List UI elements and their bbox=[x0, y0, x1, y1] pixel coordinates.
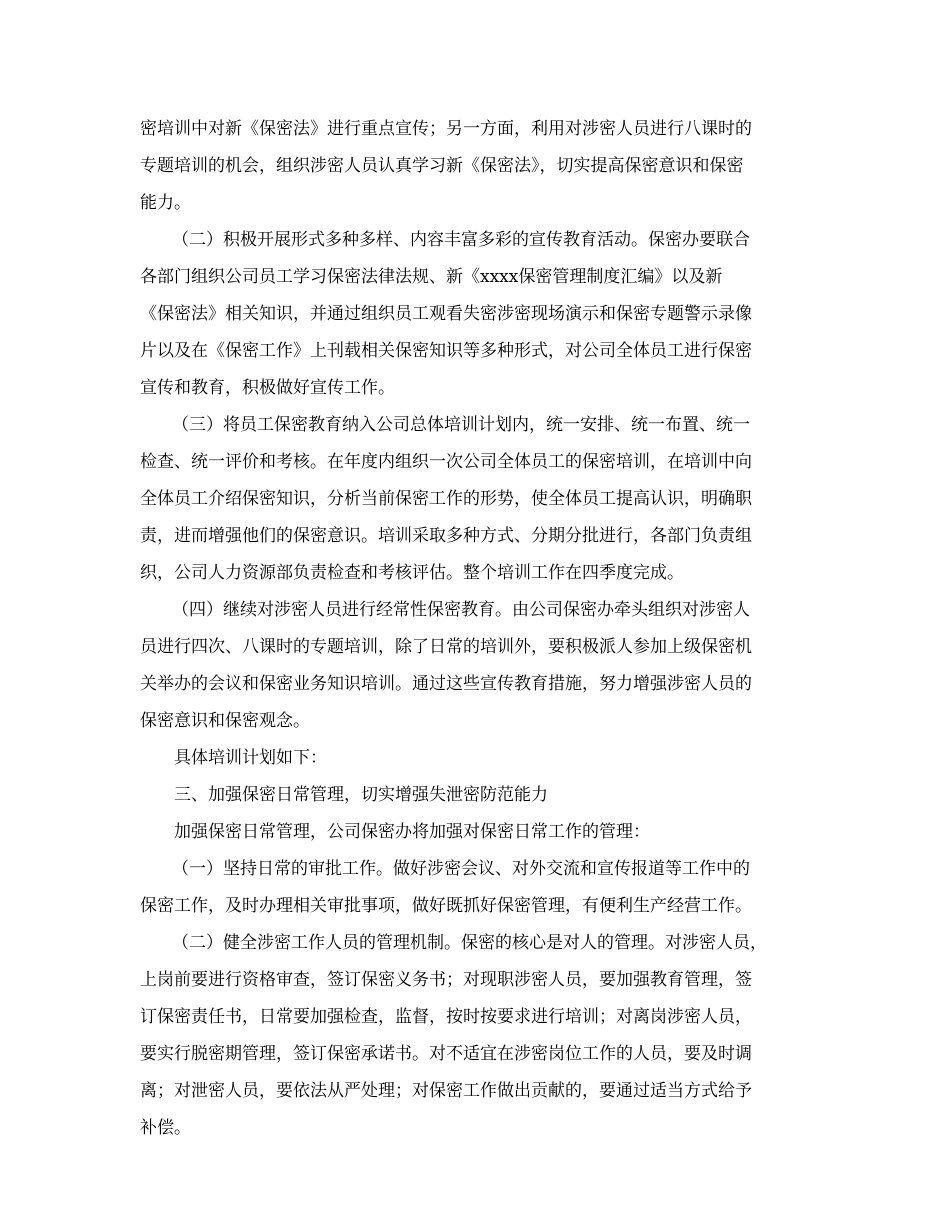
line-text: （二）积极开展形式多种多样、内容丰富多彩的宣传教育活动。保密办要联合 bbox=[172, 230, 750, 250]
line-text: 密培训中对新《保密法》进行重点宣传；另一方面，利用对涉密人员进行八课时的 bbox=[140, 119, 752, 139]
text-line bbox=[0, 333, 950, 369]
line-text: 各部门组织公司员工学习保密法律法规、新《xxxx保密管理制度汇编》以及新 bbox=[140, 267, 723, 287]
line-text: 全体员工介绍保密知识，分析当前保密工作的形势，使全体员工提高认识，明确职 bbox=[140, 489, 752, 509]
text-line bbox=[0, 185, 950, 221]
line-text: 具体培训计划如下： bbox=[174, 748, 327, 768]
text-line bbox=[0, 259, 950, 295]
line-text: 关举办的会议和保密业务知识培训。通过这些宣传教育措施，努力增强涉密人员的 bbox=[140, 674, 752, 694]
text-line bbox=[0, 555, 950, 591]
line-text: 订保密责任书，日常要加强检查，监督，按时按要求进行培训；对离岗涉密人员， bbox=[140, 1007, 752, 1027]
text-line bbox=[0, 1110, 950, 1146]
text-line bbox=[0, 777, 950, 813]
line-text: 织，公司人力资源部负责检查和考核评估。整个培训工作在四季度完成。 bbox=[140, 563, 684, 583]
text-line bbox=[0, 740, 950, 776]
line-text: 补偿。 bbox=[140, 1118, 191, 1138]
line-text: 上岗前要进行资格审查，签订保密义务书；对现职涉密人员，要加强教育管理，签 bbox=[140, 970, 752, 990]
line-text: 片以及在《保密工作》上刊载相关保密知识等多种形式，对公司全体员工进行保密 bbox=[140, 341, 752, 361]
line-text: 专题培训的机会，组织涉密人员认真学习新《保密法》，切实提高保密意识和保密 bbox=[140, 156, 744, 176]
line-text: 离；对泄密人员，要依法从严处理；对保密工作做出贡献的，要通过适当方式给予 bbox=[140, 1081, 752, 1101]
text-line bbox=[0, 296, 950, 332]
text-line bbox=[0, 370, 950, 406]
text-line bbox=[0, 481, 950, 517]
text-line bbox=[0, 1036, 950, 1072]
line-text: 责，进而增强他们的保密意识。培训采取多种方式、分期分批进行，各部门负责组 bbox=[140, 526, 752, 546]
line-text: 保密工作，及时办理相关审批事项，做好既抓好保密管理，有便利生产经营工作。 bbox=[140, 896, 752, 916]
text-line bbox=[0, 888, 950, 924]
text-line bbox=[0, 444, 950, 480]
text-line bbox=[0, 851, 950, 887]
text-line bbox=[0, 1073, 950, 1109]
line-text: （三）将员工保密教育纳入公司总体培训计划内，统一安排、统一布置、统一 bbox=[172, 415, 750, 435]
line-text: 要实行脱密期管理，签订保密承诺书。对不适宜在涉密岗位工作的人员，要及时调 bbox=[140, 1044, 752, 1064]
line-text: 检查、统一评价和考核。在年度内组织一次公司全体员工的保密培训，在培训中向 bbox=[140, 452, 752, 472]
line-text: （四）继续对涉密人员进行经常性保密教育。由公司保密办牵头组织对涉密人 bbox=[172, 600, 750, 620]
line-text: （二）健全涉密工作人员的管理机制。保密的核心是对人的管理。对涉密人员， bbox=[172, 933, 767, 953]
text-line bbox=[0, 666, 950, 702]
text-line bbox=[0, 222, 950, 258]
text-line bbox=[0, 999, 950, 1035]
text-line bbox=[0, 407, 950, 443]
line-text: 宣传和教育，积极做好宣传工作。 bbox=[140, 378, 395, 398]
line-text: 保密意识和保密观念。 bbox=[140, 711, 310, 731]
text-line bbox=[0, 925, 950, 961]
line-text: 《保密法》相关知识，并通过组织员工观看失密涉密现场演示和保密专题警示录像 bbox=[140, 304, 752, 324]
line-text: （一）坚持日常的审批工作。做好涉密会议、对外交流和宣传报道等工作中的 bbox=[172, 859, 750, 879]
line-text: 员进行四次、八课时的专题培训，除了日常的培训外，要积极派人参加上级保密机 bbox=[140, 637, 752, 657]
line-text: 加强保密日常管理，公司保密办将加强对保密日常工作的管理： bbox=[174, 822, 650, 842]
text-line bbox=[0, 148, 950, 184]
text-line bbox=[0, 629, 950, 665]
text-line bbox=[0, 703, 950, 739]
text-line bbox=[0, 592, 950, 628]
text-line bbox=[0, 111, 950, 147]
text-line bbox=[0, 518, 950, 554]
text-line bbox=[0, 962, 950, 998]
text-line bbox=[0, 814, 950, 850]
line-text: 三、加强保密日常管理，切实增强失泄密防范能力 bbox=[174, 785, 548, 805]
line-text: 能力。 bbox=[140, 193, 191, 213]
